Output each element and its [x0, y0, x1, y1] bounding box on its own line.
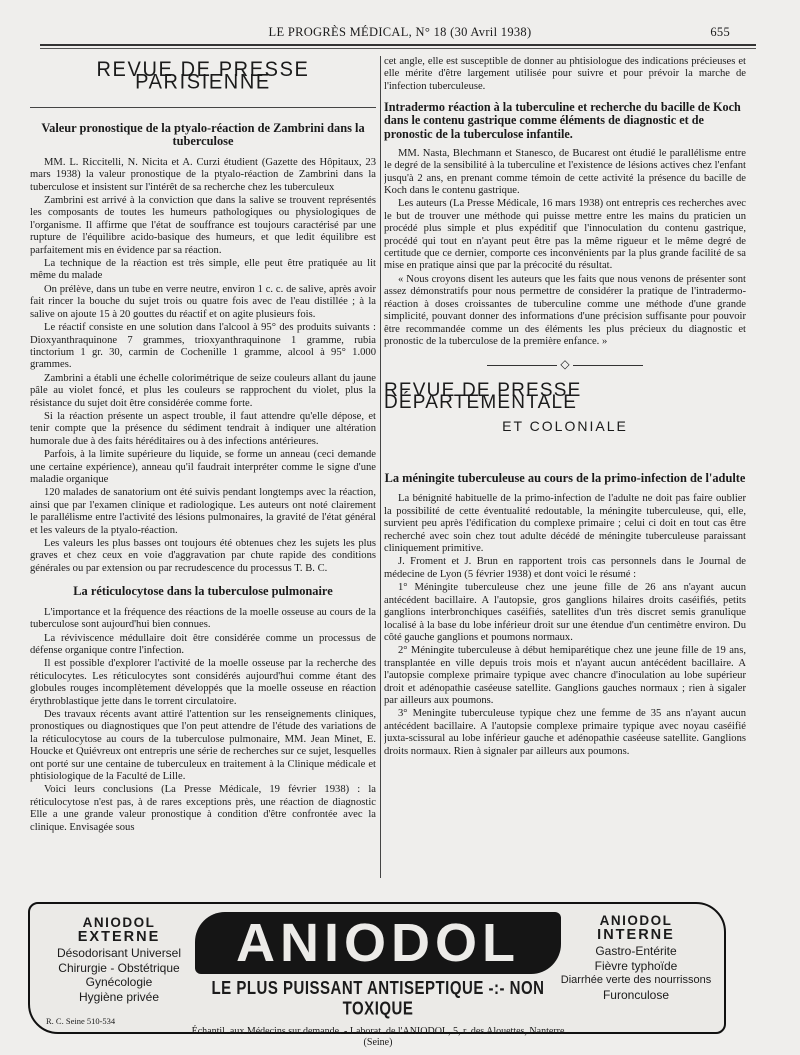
ad-right-panel — [556, 914, 716, 1002]
ad-center — [190, 908, 566, 1048]
ad-left-line: Hygiène privée — [78, 989, 160, 1004]
ad-footer: Échantil. aux Médecins sur demande. - Laborat. de l'ANIODOL, 5, r. des Alouettes, Nanterre (Seine) — [191, 1026, 565, 1048]
aniodol-advertisement — [28, 902, 726, 1048]
ad-right-line: Gastro-Entérite — [595, 944, 677, 958]
paragraph: Les auteurs (La Presse Médicale, 16 mars 1938) ont entrepris ces recherches avec le but de trouver une méthode qui puisse mettre entre les mains du praticien un procédé plus simple et plus expéditif que l'innoculation du contenu gastrique, procédé qui tout en n'ayant peut être pas la même rigueur et le même degré de certitude que ce dernier, comporte ces inconvénients par la plus grande facilité de sa mise en pratique ainsi que par la précocité du résultat. — [384, 198, 746, 272]
paragraph: « Nous croyons disent les auteurs que les faits que nous venons de présenter sont assez démonstratifs pour nous permettre de considérer la pratique de l'intradermo-réaction à doses croissantes de tuberculine comme une méthode d'une grande simplicité, pouvant donner des informations d'une précision suffisante pour pouvoir être recommandée comme un des éléments les plus précieux du diagnostic et pronostic de la tuberculose de la première enfance. » — [384, 273, 746, 347]
ad-left-title: ANIODOL — [82, 915, 156, 930]
section-title-parisienne: REVUE DE PRESSE PARISIENNE — [96, 58, 310, 95]
ad-right-subtitle: INTERNE — [597, 927, 675, 943]
section-title-departementale: REVUE DE PRESSE DÉPARTEMENTALE — [384, 379, 582, 414]
header-rule-thin — [40, 48, 756, 49]
paragraph: Zambrini est arrivé à la conviction que dans la salive se trouvent représentés les composants de toutes les humeurs pathologiques ou physiologiques de l'organisme. Il affirme que l'état de souffrance est toujours caractérisé par une rupture de l'équilibre acido-basique des humeurs, et que ledit équilibre est parfaitement mis en évidence par sa réaction. — [30, 195, 376, 256]
ad-right-line: Fièvre typhoïde — [594, 958, 678, 973]
paragraph: J. Froment et J. Brun en rapportent trois cas personnels dans le Journal de médecine de Lyon (5 février 1938) et dont voici le résumé : — [384, 556, 746, 580]
paragraph: La bénignité habituelle de la primo-infection de l'adulte ne doit pas faire oublier la possibilité de cette éventualité redoutable, la méningite tuberculeuse, qui, elle, survient peu après l'édification du complexe primaire ; celui ci doit en tout cas être recherché avec soin chez tout adulte décédé de méningite tuberculeuse paraissant cliniquement primitive. — [384, 493, 746, 555]
article-title: La méningite tuberculeuse au cours de la primo-infection de l'adulte — [384, 470, 746, 485]
paragraph: MM. Nasta, Blechmann et Stanesco, de Bucarest ont étudié le parallélisme entre le degré de la sensibilité à la tuberculine et l'existence de lésions actives chez l'enfant jusqu'à 2 ans, en prenant comme témoin de cette activité la présence du bacille de Koch dans le contenu gastrique. — [384, 147, 746, 197]
running-head — [0, 22, 800, 42]
paragraph: La technique de la réaction est très simple, elle peut être pratiquée au lit même du malade — [30, 258, 376, 282]
paragraph: Si la réaction présente un aspect trouble, il faut attendre qu'elle dépose, et tenir compte que la présence du sédiment tendrait à indiquer une altération humorale due à des faits héréditaires ou à des infections antérieures. — [30, 410, 376, 447]
ornament-divider: ◇ — [384, 358, 746, 370]
paragraph: 1° Méningite tuberculeuse chez une jeune fille de 26 ans n'ayant aucun antécédent bacillaire. A l'autopsie, gros ganglions hilaires droits caséifiés, petits ganglions interbronchiques caséifiés, satellites d'un très discret semis granulique localisé à la base du lobe inférieur droit sur une étendue d'un centimètre environ. Du côté gauche ganglions et poumons normaux. — [384, 582, 746, 643]
paragraph: Des travaux récents avant attiré l'attention sur les renseignements cliniques, pronostiques ou diagnostiques que l'on peut attendre de l'étude des variations de la réticulocytose au cours de la tuberculose pulmonaire, MM. Jean Minet, E. Houcke et Quiévreux ont entrepris une série de recherches sur ce sujet, lesquelles ont porté sur une centaine de tuberculeux en traitement à la Clinique médicale et phtisiologique de la Faculté de Lille. — [30, 708, 376, 782]
paragraph: 120 malades de sanatorium ont été suivis pendant longtemps avec la réaction, ainsi que par l'examen clinique et radiologique. Les auteurs ont noté clairement le parallélisme entre l'activité des lésions pulmonaires, la gravité de l'état général et les valeurs de la ptyalo-réaction. — [30, 487, 376, 536]
page-number: 655 — [710, 25, 730, 39]
paragraph: La réviviscence médullaire doit être considérée comme un processus de défense organique contre l'infection. — [30, 632, 376, 656]
ad-slogan: LE PLUS PUISSANT ANTISEPTIQUE -:- NON TOXIQUE — [211, 978, 545, 1020]
section-subtitle: ET COLONIALE — [502, 417, 628, 434]
article-title: Valeur pronostique de la ptyalo-réaction de Zambrini dans la tuberculose — [41, 120, 365, 149]
paragraph: MM. L. Riccitelli, N. Nicita et A. Curzi étudient (Gazette des Hôpitaux, 23 mars 1938) la valeur pronostique de la ptyalo-réaction de Zambrini dans la tuberculose et insistent sur l'intérêt de sa recherche chez les tuberculeux — [30, 156, 376, 193]
ad-left-line: Chirurgie - Obstétrique — [58, 960, 180, 975]
article-title: Intradermo réaction à la tuberculine et recherche du bacille de Koch dans le contenu gastrique comme éléments de diagnostic et de pronostic de la tuberculose infantile. — [384, 100, 741, 141]
right-column — [384, 56, 746, 876]
paragraph: Voici leurs conclusions (La Presse Médicale, 19 février 1938) : la réticulocytose n'est pas, à de rares exceptions près, une réaction de diagnostic Elle a une grande valeur pronostique à condition d'être confrontée avec la clinique. Envisagée sous — [30, 784, 376, 833]
paragraph: L'importance et la fréquence des réactions de la moelle osseuse au cours de la tuberculose sont aujourd'hui bien connues. — [30, 606, 376, 631]
running-title: LE PROGRÈS MÉDICAL, N° 18 (30 Avril 1938) — [268, 25, 532, 39]
paragraph: Parfois, à la limite supérieure du liquide, se forme un anneau (ceci demande une certaine expérience), anneau qu'il faudrait interpréter comme le signe d'une maladie organique — [30, 449, 376, 485]
ad-right-line: Diarrhée verte des nourrissons — [560, 974, 712, 986]
article-title: La réticulocytose dans la tuberculose pulmonaire — [73, 584, 333, 599]
paragraph: Le réactif consiste en une solution dans l'alcool à 95° des produits suivants : Dioxyanthraquinone 7 grammes, trioxyanthraquinone 1 gramme, rubia tinctorium 1 gr. 30, carmin de Cochenille 1 gramme, alcool à 95° 1.000 grammes. — [30, 322, 376, 371]
column-divider — [380, 56, 381, 878]
aniodol-logo: ANIODOL — [195, 912, 561, 974]
section-rule — [30, 107, 376, 108]
ad-right-title: ANIODOL — [599, 913, 673, 928]
header-rule — [40, 44, 756, 46]
ad-registry-reference: R. C. Seine 510-534 — [46, 1016, 116, 1026]
paragraph: Il est possible d'explorer l'activité de la moelle osseuse par la recherche des réticulocytes. Les réticulocytes sont considérés aujourd'hui comme étant des globules rouges incomplètement développés que la moelle osseuse en réaction érythroblastique jette dans le torrent circulatoire. — [30, 658, 376, 707]
ad-left-panel — [44, 916, 194, 1004]
ad-left-subtitle: EXTERNE — [77, 929, 161, 945]
paragraph: 2° Méningite tuberculeuse à début hemiparétique chez une jeune fille de 19 ans, transplantée en ville depuis trois mois et n'ayant aucun antécédent bacillaire. A l'autopsie complexe primaire typique avec chancre d'inoculation au lobe supérieur droit et adénopathie caséeuse satellite. Ganglions gauches normaux ; rien à sigaler par ailleurs aux poumons. — [384, 645, 746, 706]
paragraph: 3° Meningite tuberculeuse typique chez une femme de 35 ans n'ayant aucun antécédent bacillaire. A l'autopsie complexe primaire typique avec noyau caséifié juxta-scissural au lobe inférieur gauche et adénopathie caséeuse satellite. Ganglions droits normaux. Rien à signaler par ailleurs aux poumons. — [384, 708, 746, 757]
left-column — [30, 56, 376, 876]
ad-left-line: Désodorisant Universel — [56, 946, 182, 960]
paragraph: On prélève, dans un tube en verre neutre, environ 1 c. c. de salive, après avoir fait rincer la bouche du sujet trois ou quatre fois avec de l'eau distillée ; à la salive on ajoute 15 à 20 gouttes du réactif et on agite plusieurs fois. — [30, 283, 376, 320]
paragraph-continuation: cet angle, elle est susceptible de donner au phtisiologue des indications précieuses et elle mérite d'être largement utilisée pour suivre et pour prévoir la marche de l'infection tuberculeuse. — [384, 56, 746, 92]
paragraph: Zambrini a établi une échelle colorimétrique de seize couleurs allant du jaune pâle au violet foncé, et plus les couleurs se rapprochent du violet, plus la résistance du sujet doit être considérée comme forte. — [30, 372, 376, 409]
paragraph: Les valeurs les plus basses ont toujours été obtenues chez les sujets les plus graves et chez ceux en voie d'aggravation par chute rapide des conditions générales ou par extension ou par recrudescence du processus T. B. C. — [30, 538, 376, 574]
ad-left-line: Gynécologie — [85, 975, 153, 989]
ad-right-line: Furonculose — [602, 987, 670, 1002]
